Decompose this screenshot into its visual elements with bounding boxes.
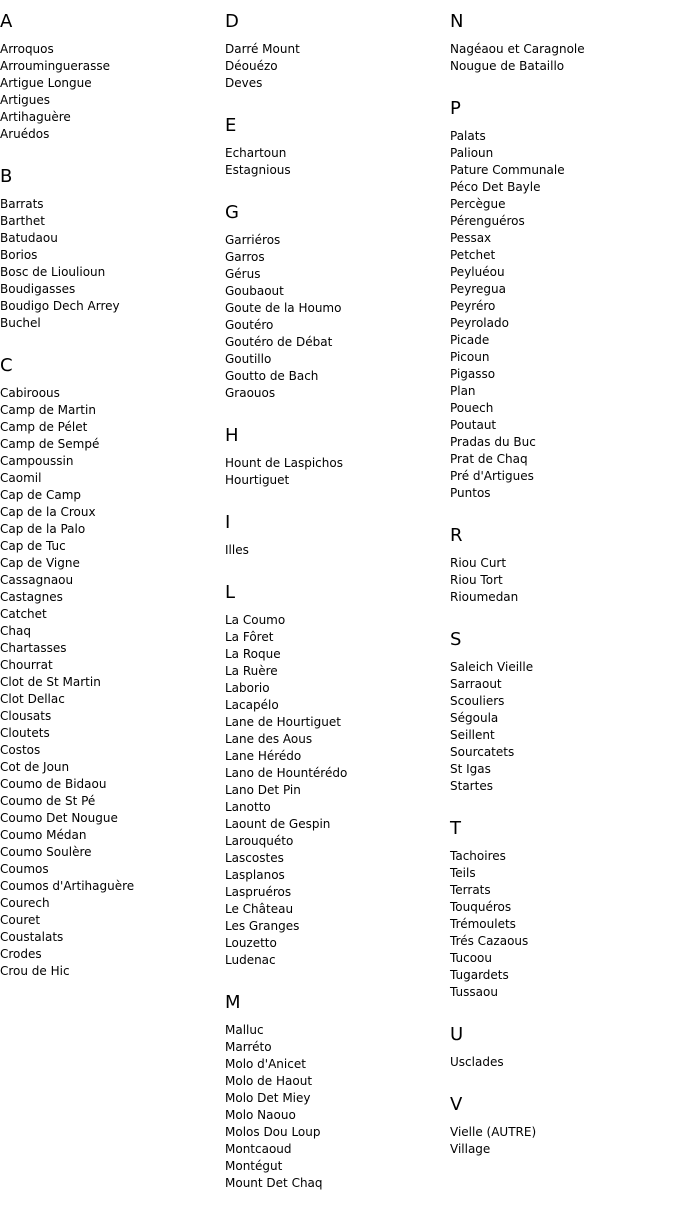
place-name-link[interactable]: Lane des Aous	[225, 732, 313, 746]
place-list	[450, 41, 672, 75]
letter-section	[225, 424, 447, 489]
place-list	[0, 196, 222, 332]
place-name-link[interactable]: Cap de la Palo	[0, 522, 86, 536]
place-name-link[interactable]: Camp de Sempé	[0, 437, 100, 451]
letter-section	[225, 114, 447, 179]
place-name-link[interactable]: St Igas	[450, 762, 491, 776]
place-name-link[interactable]: Marréto	[225, 1040, 272, 1054]
place-name-link[interactable]: Sarraout	[450, 677, 502, 691]
place-name-link[interactable]: Chartasses	[0, 641, 67, 655]
place-list	[225, 41, 447, 92]
place-name-link[interactable]: Garros	[225, 250, 265, 264]
place-name-link[interactable]: Poutaut	[450, 418, 497, 432]
letter-heading: H	[225, 425, 239, 446]
place-name-link[interactable]: Pré d'Artigues	[450, 469, 534, 483]
letter-section	[225, 201, 447, 402]
place-name-link[interactable]: Rioumedan	[450, 590, 519, 604]
place-name-link[interactable]: Picade	[450, 333, 490, 347]
place-name-link[interactable]: La Roque	[225, 647, 281, 661]
letter-heading: D	[225, 11, 239, 32]
place-name-link[interactable]: Startes	[450, 779, 493, 793]
letter-section	[450, 1093, 672, 1158]
letter-section	[450, 1023, 672, 1071]
place-name-link[interactable]: Riou Curt	[450, 556, 507, 570]
place-name-link[interactable]: Camp de Pélet	[0, 420, 88, 434]
place-name-link[interactable]: Graouos	[225, 386, 276, 400]
place-name-link[interactable]: La Coumo	[225, 613, 286, 627]
place-name-link[interactable]: Malluc	[225, 1023, 264, 1037]
place-name-link[interactable]: Seillent	[450, 728, 495, 742]
place-list	[225, 455, 447, 489]
place-name-link[interactable]: Cassagnaou	[0, 573, 74, 587]
place-name-link[interactable]: Picoun	[450, 350, 490, 364]
place-name-link[interactable]: Lano Det Pin	[225, 783, 301, 797]
place-list	[225, 145, 447, 179]
place-name-link[interactable]: Estagnious	[225, 163, 291, 177]
letter-heading: E	[225, 115, 237, 136]
place-name-link[interactable]: Pature Communale	[450, 163, 565, 177]
place-name-link[interactable]: Montégut	[225, 1159, 283, 1173]
place-name-link[interactable]: Bosc de Lioulioun	[0, 265, 106, 279]
place-name-link[interactable]: Cap de Camp	[0, 488, 82, 502]
place-name-link[interactable]: Castagnes	[0, 590, 63, 604]
place-name-link[interactable]: Pouech	[450, 401, 494, 415]
place-name-link[interactable]: Trés Cazaous	[450, 934, 529, 948]
letter-heading: V	[450, 1094, 463, 1115]
place-name-link[interactable]: Le Château	[225, 902, 294, 916]
place-name-link[interactable]: Saleich Vieille	[450, 660, 534, 674]
letter-heading: N	[450, 11, 464, 32]
place-name-link[interactable]: Laspruéros	[225, 885, 292, 899]
place-name-link[interactable]: Mount Det Chaq	[225, 1176, 323, 1190]
place-name-link[interactable]: Chourrat	[0, 658, 53, 672]
place-name-link[interactable]: Costos	[0, 743, 41, 757]
place-name-link[interactable]: Goutto de Bach	[225, 369, 319, 383]
place-list	[0, 385, 222, 980]
place-name-link[interactable]: Lascostes	[225, 851, 284, 865]
letter-heading: G	[225, 202, 239, 223]
letter-section	[0, 354, 222, 980]
place-name-link[interactable]: Garriéros	[225, 233, 281, 247]
place-name-link[interactable]: Pessax	[450, 231, 492, 245]
letter-heading: U	[450, 1024, 464, 1045]
place-name-link[interactable]: Nagéaou et Caragnole	[450, 42, 585, 56]
letter-heading: C	[0, 355, 13, 376]
place-name-link[interactable]: Cabiroous	[0, 386, 60, 400]
place-name-link[interactable]: Caomil	[0, 471, 42, 485]
place-name-link[interactable]: Crodes	[0, 947, 42, 961]
place-name-link[interactable]: Péco Det Bayle	[450, 180, 541, 194]
index-column-2	[225, 10, 447, 1214]
place-list	[225, 612, 447, 969]
place-name-link[interactable]: Larouquéto	[225, 834, 294, 848]
place-name-link[interactable]: Goutéro	[225, 318, 274, 332]
place-name-link[interactable]: Laount de Gespin	[225, 817, 331, 831]
letter-heading: I	[225, 512, 231, 533]
place-list	[225, 542, 447, 559]
letter-heading: R	[450, 525, 463, 546]
place-name-link[interactable]: Nougue de Bataillo	[450, 59, 565, 73]
place-list	[450, 1124, 672, 1158]
place-list	[450, 848, 672, 1001]
place-name-link[interactable]: Catchet	[0, 607, 47, 621]
place-name-link[interactable]: Vielle (AUTRE)	[450, 1125, 537, 1139]
place-name-link[interactable]: Barrats	[0, 197, 44, 211]
letter-section	[450, 10, 672, 75]
place-name-link[interactable]: Trémoulets	[450, 917, 516, 931]
place-name-link[interactable]: Chaq	[0, 624, 31, 638]
letter-section	[450, 817, 672, 1001]
place-name-link[interactable]: Terrats	[450, 883, 491, 897]
place-name-link[interactable]: Clot Dellac	[0, 692, 65, 706]
place-name-link[interactable]: Lanotto	[225, 800, 271, 814]
place-name-link[interactable]: Lane Hérédo	[225, 749, 302, 763]
place-name-link[interactable]: Lacapélo	[225, 698, 279, 712]
place-name-link[interactable]: Lasplanos	[225, 868, 285, 882]
place-name-link[interactable]: Illes	[225, 543, 249, 557]
place-list	[0, 41, 222, 143]
place-name-link[interactable]: Les Granges	[225, 919, 300, 933]
place-name-link[interactable]: Montcaoud	[225, 1142, 292, 1156]
place-name-link[interactable]: Darré Mount	[225, 42, 300, 56]
place-name-link[interactable]: Tucoou	[450, 951, 492, 965]
place-name-link[interactable]: Lane de Hourtiguet	[225, 715, 341, 729]
place-name-link[interactable]: Plan	[450, 384, 476, 398]
place-list	[225, 1022, 447, 1192]
place-name-link[interactable]: Crou de Hic	[0, 964, 70, 978]
place-list	[450, 1054, 672, 1071]
place-name-link[interactable]: Artigue Longue	[0, 76, 92, 90]
index-column-1	[0, 10, 222, 1002]
letter-heading: P	[450, 98, 461, 119]
letter-section	[450, 97, 672, 502]
place-name-link[interactable]: Echartoun	[225, 146, 287, 160]
place-name-link[interactable]: Peyluéou	[450, 265, 505, 279]
place-list	[225, 232, 447, 402]
place-name-link[interactable]: Scouliers	[450, 694, 505, 708]
place-name-link[interactable]: Touquéros	[450, 900, 512, 914]
place-name-link[interactable]: Ludenac	[225, 953, 276, 967]
place-name-link[interactable]: Cap de Tuc	[0, 539, 66, 553]
place-name-link[interactable]: Lano de Hountérédo	[225, 766, 348, 780]
place-name-link[interactable]: Village	[450, 1142, 491, 1156]
place-name-link[interactable]: Ségoula	[450, 711, 499, 725]
place-name-link[interactable]: Pigasso	[450, 367, 496, 381]
place-name-link[interactable]: Camp de Martin	[0, 403, 96, 417]
place-name-link[interactable]: Clot de St Martin	[0, 675, 101, 689]
place-name-link[interactable]: Hount de Laspichos	[225, 456, 343, 470]
place-name-link[interactable]: Artigues	[0, 93, 51, 107]
place-name-link[interactable]: Coumos	[0, 862, 49, 876]
place-name-link[interactable]: Campoussin	[0, 454, 74, 468]
place-name-link[interactable]: Molo Det Miey	[225, 1091, 311, 1105]
place-name-link[interactable]: Molo Naouo	[225, 1108, 296, 1122]
place-list	[450, 555, 672, 606]
place-name-link[interactable]: Peyregua	[450, 282, 506, 296]
place-name-link[interactable]: Teils	[450, 866, 476, 880]
place-name-link[interactable]: Coustalats	[0, 930, 64, 944]
place-name-link[interactable]: Boudigasses	[0, 282, 76, 296]
place-list	[450, 128, 672, 502]
index-column-3	[450, 10, 672, 1180]
place-name-link[interactable]: Molo de Haout	[225, 1074, 313, 1088]
place-name-link[interactable]: Goutéro de Débat	[225, 335, 333, 349]
place-name-link[interactable]: Peyréro	[450, 299, 496, 313]
place-name-link[interactable]: Usclades	[450, 1055, 504, 1069]
place-name-link[interactable]: Sourcatets	[450, 745, 515, 759]
place-name-link[interactable]: Percègue	[450, 197, 506, 211]
place-name-link[interactable]: Prat de Chaq	[450, 452, 528, 466]
place-name-link[interactable]: Cot de Joun	[0, 760, 70, 774]
letter-heading: T	[450, 818, 461, 839]
letter-heading: S	[450, 629, 462, 650]
letter-heading: B	[0, 166, 13, 187]
place-name-link[interactable]: Louzetto	[225, 936, 277, 950]
place-name-link[interactable]: Goute de la Houmo	[225, 301, 342, 315]
place-name-link[interactable]: Coumo Soulère	[0, 845, 92, 859]
place-name-link[interactable]: Clousats	[0, 709, 52, 723]
place-name-link[interactable]: Pradas du Buc	[450, 435, 536, 449]
place-name-link[interactable]: Tussaou	[450, 985, 498, 999]
place-name-link[interactable]: Artihaguère	[0, 110, 71, 124]
place-name-link[interactable]: Tachoires	[450, 849, 506, 863]
place-name-link[interactable]: Peyrolado	[450, 316, 509, 330]
place-name-link[interactable]: Arroquos	[0, 42, 54, 56]
place-name-link[interactable]: Hourtiguet	[225, 473, 290, 487]
place-name-link[interactable]: Déouézo	[225, 59, 278, 73]
place-name-link[interactable]: Laborio	[225, 681, 270, 695]
place-name-link[interactable]: Batudaou	[0, 231, 58, 245]
place-name-link[interactable]: Goubaout	[225, 284, 284, 298]
place-name-link[interactable]: Courech	[0, 896, 50, 910]
place-name-link[interactable]: Puntos	[450, 486, 491, 500]
place-name-link[interactable]: Coumo Médan	[0, 828, 87, 842]
place-name-link[interactable]: Cap de la Croux	[0, 505, 96, 519]
place-name-link[interactable]: Cloutets	[0, 726, 50, 740]
place-name-link[interactable]: Coumo Det Nougue	[0, 811, 118, 825]
place-name-link[interactable]: Pérenguéros	[450, 214, 525, 228]
place-name-link[interactable]: Deves	[225, 76, 263, 90]
place-name-link[interactable]: Molos Dou Loup	[225, 1125, 321, 1139]
place-list	[450, 659, 672, 795]
place-name-link[interactable]: Goutillo	[225, 352, 272, 366]
place-name-link[interactable]: Coumo de Bidaou	[0, 777, 107, 791]
place-name-link[interactable]: Aruédos	[0, 127, 50, 141]
place-name-link[interactable]: Barthet	[0, 214, 45, 228]
place-name-link[interactable]: Cap de Vigne	[0, 556, 80, 570]
place-name-link[interactable]: La Ruère	[225, 664, 278, 678]
place-name-link[interactable]: Petchet	[450, 248, 496, 262]
letter-section	[225, 511, 447, 559]
place-name-link[interactable]: Arrouminguerasse	[0, 59, 110, 73]
place-name-link[interactable]: Gérus	[225, 267, 261, 281]
place-name-link[interactable]: Palioun	[450, 146, 494, 160]
letter-section	[450, 524, 672, 606]
letter-section	[0, 165, 222, 332]
letter-section	[225, 581, 447, 969]
place-name-link[interactable]: Boudigo Dech Arrey	[0, 299, 120, 313]
letter-section	[0, 10, 222, 143]
letter-section	[225, 10, 447, 92]
place-name-link[interactable]: Palats	[450, 129, 486, 143]
place-name-link[interactable]: Couret	[0, 913, 41, 927]
place-name-link[interactable]: Buchel	[0, 316, 41, 330]
place-name-link[interactable]: Coumo de St Pé	[0, 794, 96, 808]
letter-heading: L	[225, 582, 236, 603]
place-name-link[interactable]: Borios	[0, 248, 38, 262]
letter-section	[225, 991, 447, 1192]
place-name-link[interactable]: La Fôret	[225, 630, 274, 644]
place-name-link[interactable]: Tugardets	[450, 968, 509, 982]
letter-section	[450, 628, 672, 795]
place-name-link[interactable]: Molo d'Anicet	[225, 1057, 306, 1071]
letter-heading: M	[225, 992, 241, 1013]
place-name-link[interactable]: Coumos d'Artihaguère	[0, 879, 135, 893]
place-name-link[interactable]: Riou Tort	[450, 573, 503, 587]
letter-heading: A	[0, 11, 13, 32]
